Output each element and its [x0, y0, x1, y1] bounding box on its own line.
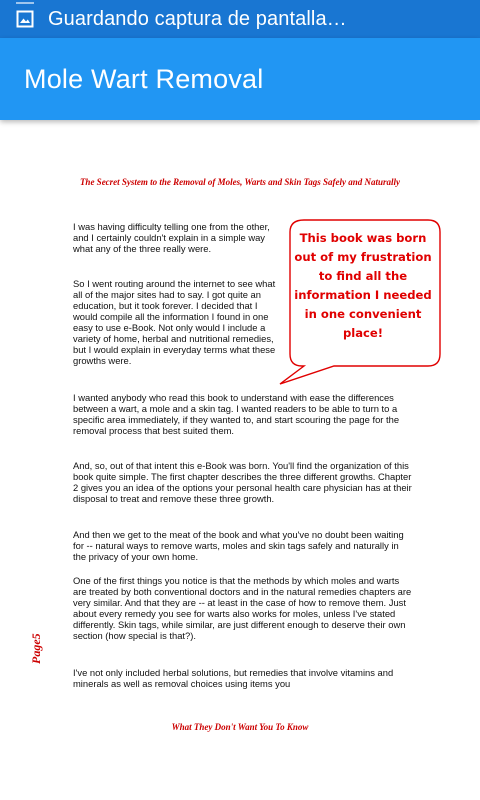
document-page[interactable] [0, 120, 480, 800]
callout-text: This book was born out of my frustration to find all the information I needed in one convenient place! [294, 231, 432, 340]
paragraph-6: One of the first things you notice is that the methods by which moles and warts are treated by both conventional doctors and in the natural remedies chapters are very similar. And that they are -- at least in the case of how to remove them. Just about every remedy you see for warts also works for moles, unless I've stated differently. Skin tags, while similar, are just different enough to deserve their own section (how special is that?). [73, 575, 412, 641]
paragraph-4: And, so, out of that intent this e-Book was born. You'll find the organization of this book quite simple. The first chapter describes the three different growths. Chapter 2 gives you an idea of the options your personal health care physician has at their disposal to treat and remove these three growth. [73, 460, 412, 504]
paragraph-7: I've not only included herbal solutions, but remedies that involve vitamins and minerals as well as removal choices using items you [73, 667, 394, 689]
page-number-label: Page5 [29, 633, 43, 664]
paragraph-1: I was having difficulty telling one from the other, and I certainly couldn't explain in a simple way what any of the three really were. [73, 221, 270, 254]
document-footer: What They Don't Want You To Know [171, 722, 309, 732]
paragraph-2: So I went routing around the internet to see what all of the major sites had to say. I got quite an education, but it took forever. I decided that I would compile all the information I found in one easy to use e-Book. Not only would I include a variety of home, herbal and nutritional remedies, but I would explain in everyday terms what these growths were. [73, 278, 276, 366]
status-bar [0, 0, 480, 38]
app-bar [0, 38, 480, 120]
notification-text: Guardando captura de pantalla… [48, 7, 347, 30]
paragraph-5: And then we get to the meat of the book and what you've no doubt been waiting for -- natural ways to remove warts, moles and skin tags safely and naturally in the privacy of your own home. [73, 529, 404, 562]
document-header: The Secret System to the Removal of Moles, Warts and Skin Tags Safely and Naturally [79, 177, 401, 187]
paragraph-3: I wanted anybody who read this book to understand with ease the differences between a wart, a mole and a skin tag. I wanted readers to be able to turn to a specific area immediately, if they wanted to, and start scouring the page for the removal process that best suited them. [73, 392, 400, 436]
status-notch [16, 2, 34, 4]
page-title: Mole Wart Removal [24, 63, 264, 94]
image-icon [16, 10, 34, 28]
